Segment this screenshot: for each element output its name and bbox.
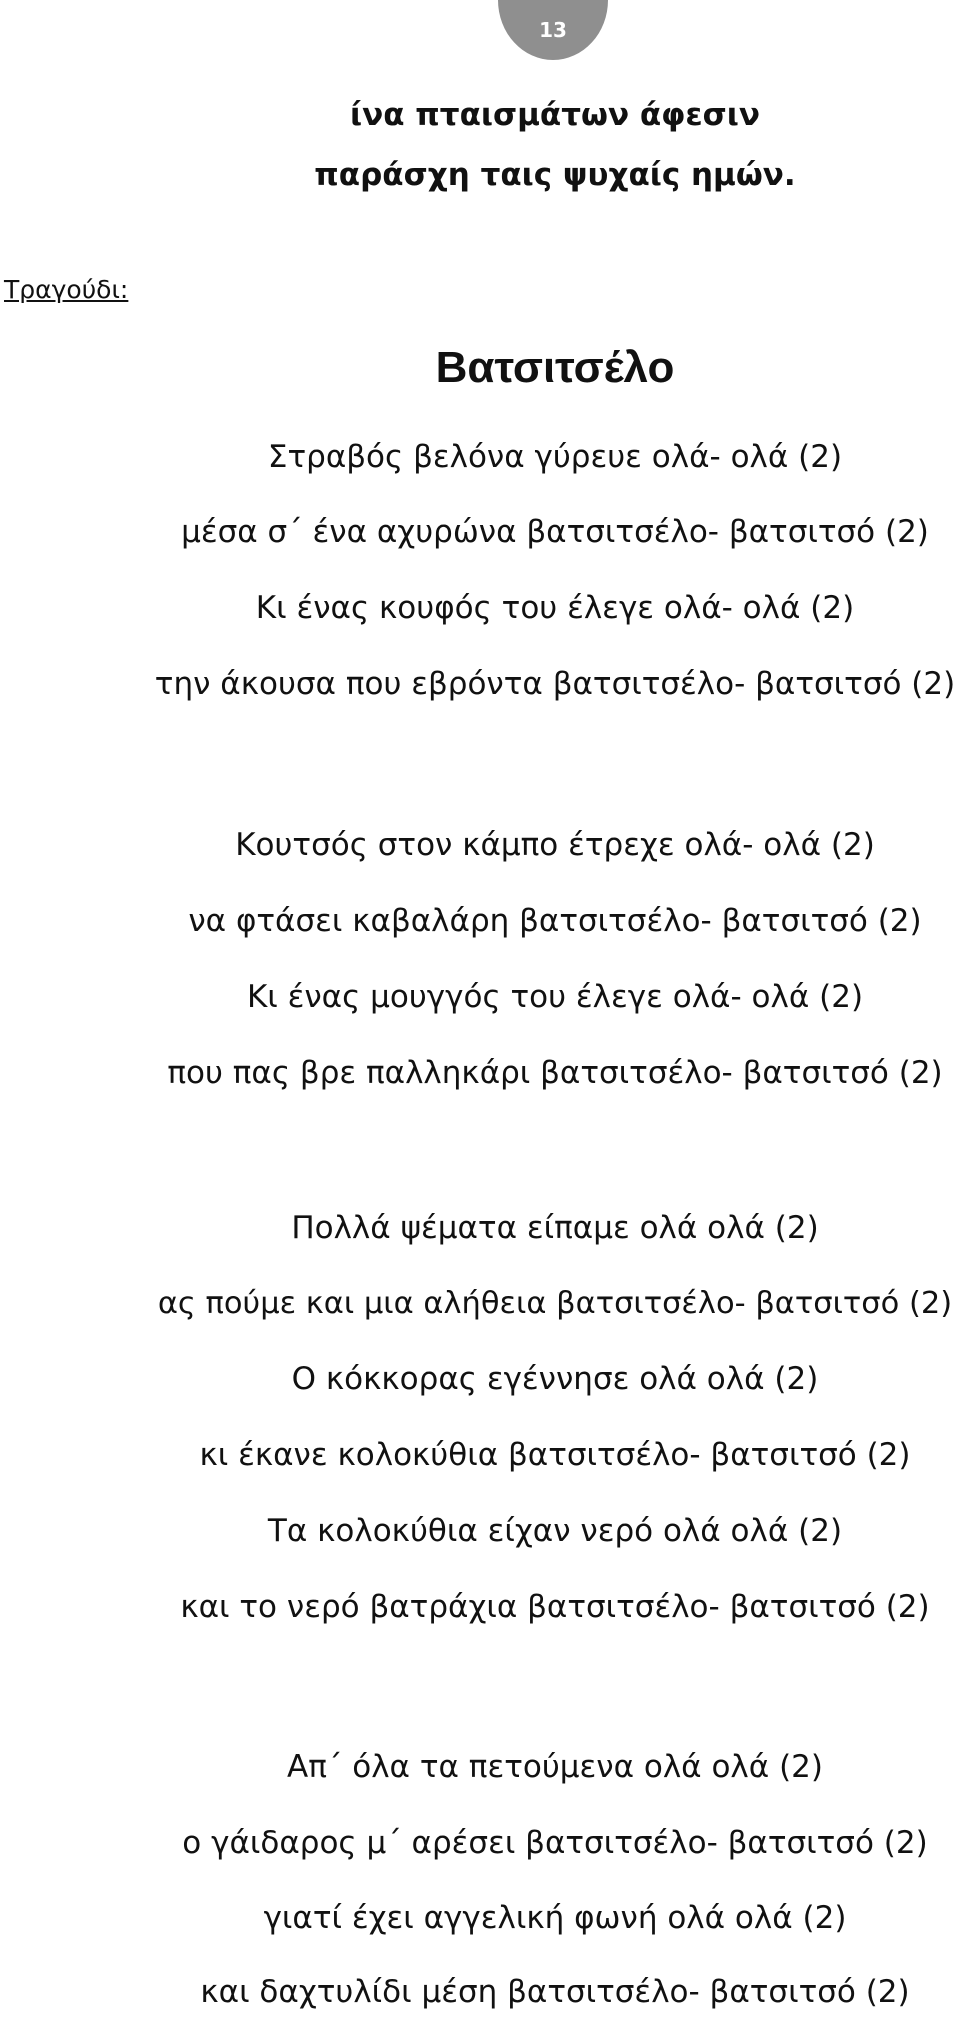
prayer-line-2: παράσχη ταις ψυχαίς ημών. [314, 157, 796, 193]
verse-3-line-1: Πολλά ψέματα είπαμε ολά ολά (2) [291, 1210, 819, 1246]
verse-4-line-1: Απ΄ όλα τα πετούμενα ολά ολά (2) [287, 1749, 823, 1785]
verse-1-line-2: μέσα σ΄ ένα αχυρώνα βατσιτσέλο- βατσιτσό (2) [181, 514, 929, 550]
section-label: Τραγούδι: [4, 275, 129, 304]
verse-3-line-6: και το νερό βατράχια βατσιτσέλο- βατσιτσό (2) [180, 1589, 930, 1625]
verse-4-line-4: και δαχτυλίδι μέση βατσιτσέλο- βατσιτσό (2) [200, 1974, 910, 2010]
verse-1-line-4: την άκουσα που εβρόντα βατσιτσέλο- βατσιτσό (2) [154, 666, 956, 702]
verse-2-line-4: που πας βρε παλληκάρι βατσιτσέλο- βατσιτσό (2) [167, 1055, 943, 1091]
verse-4-line-2: ο γάιδαρος μ΄ αρέσει βατσιτσέλο- βατσιτσό (2) [182, 1825, 928, 1861]
verse-3-line-5: Τα κολοκύθια είχαν νερό ολά ολά (2) [267, 1513, 843, 1549]
verse-1-line-1: Στραβός βελόνα γύρευε ολά- ολά (2) [267, 439, 843, 475]
verse-3-line-4: κι έκανε κολοκύθια βατσιτσέλο- βατσιτσό (2) [199, 1437, 911, 1473]
verse-3-line-3: Ο κόκκορας εγέννησε ολά ολά (2) [291, 1361, 819, 1397]
verse-1-line-3: Κι ένας κουφός του έλεγε ολά- ολά (2) [255, 590, 855, 626]
page-number: 13 [539, 18, 567, 42]
song-title: Βατσιτσέλο [435, 343, 675, 392]
verse-2-line-3: Κι ένας μουγγός του έλεγε ολά- ολά (2) [246, 979, 864, 1015]
verse-2-line-1: Κουτσός στον κάμπο έτρεχε ολά- ολά (2) [235, 827, 875, 863]
verse-4-line-3: γιατί έχει αγγελική φωνή ολά ολά (2) [263, 1900, 847, 1936]
verse-2-line-2: να φτάσει καβαλάρη βατσιτσέλο- βατσιτσό (2) [188, 903, 922, 939]
verse-3-line-2: ας πούμε και μια αλήθεια βατσιτσέλο- βατσιτσό (2) [157, 1286, 953, 1321]
prayer-line-1: ίνα πταισμάτων άφεσιν [350, 97, 760, 133]
page-number-badge [498, 0, 608, 60]
